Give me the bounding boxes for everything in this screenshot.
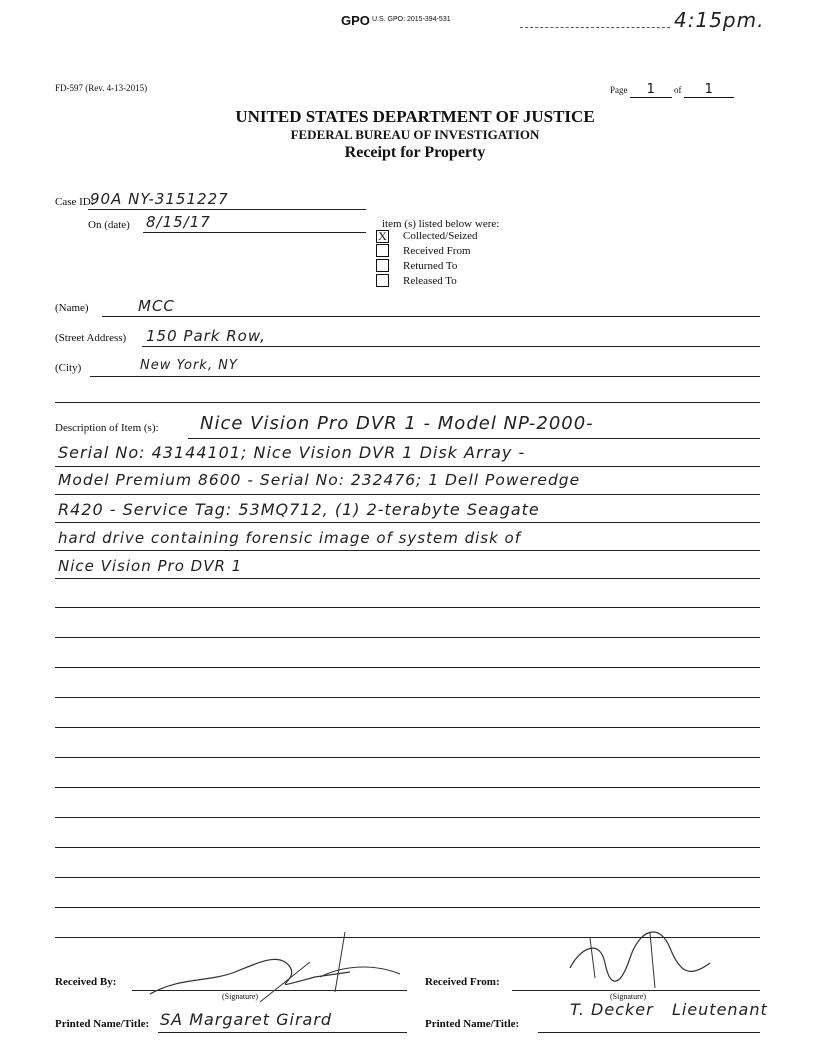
street-label: (Street Address)	[55, 332, 127, 344]
dept-title: UNITED STATES DEPARTMENT OF JUSTICE	[235, 107, 595, 126]
gpo-logo: GPO	[341, 13, 370, 28]
page-indicator	[610, 82, 734, 98]
ruled-line	[55, 637, 760, 638]
ruled-line	[55, 817, 760, 818]
ruled-line	[55, 607, 760, 608]
desc-text-2: Serial No: 43144101; Nice Vision DVR 1 Disk Array -	[58, 443, 526, 462]
signature-caption-2: (Signature)	[610, 992, 646, 1001]
desc-line-6	[55, 578, 760, 579]
checkbox-collected[interactable]: X	[376, 230, 389, 243]
desc-text-4: R420 - Service Tag: 53MQ712, (1) 2-terabyte Seagate	[58, 500, 540, 519]
checkbox-received[interactable]	[376, 244, 389, 257]
desc-line-1	[188, 438, 760, 439]
ruled-line	[55, 847, 760, 848]
received-from-label: Received From:	[425, 976, 500, 988]
desc-text-5: hard drive containing forensic image of system disk of	[58, 529, 522, 547]
ruled-line	[55, 727, 760, 728]
date-label: On (date)	[88, 219, 130, 231]
city-line	[90, 376, 760, 377]
received-from-signature	[560, 918, 720, 998]
checkbox-label-returned: Returned To	[403, 260, 458, 272]
items-status-header: item (s) listed below were:	[382, 218, 500, 230]
desc-line-4	[55, 522, 760, 523]
description-label: Description of Item (s):	[55, 422, 159, 434]
printed-name-line-2	[538, 1032, 760, 1033]
city-value: New York, NY	[140, 358, 238, 373]
desc-text-1: Nice Vision Pro DVR 1 - Model NP-2000-	[200, 413, 594, 434]
received-by-label: Received By:	[55, 976, 117, 988]
ruled-line	[55, 757, 760, 758]
checkbox-label-collected: Collected/Seized	[403, 230, 478, 242]
date-line	[143, 232, 366, 233]
received-by-signature	[140, 932, 410, 1012]
desc-text-6: Nice Vision Pro DVR 1	[58, 557, 243, 575]
form-number: FD-597 (Rev. 4-13-2015)	[55, 83, 148, 93]
desc-line-5	[55, 550, 760, 551]
name-label: (Name)	[55, 302, 89, 314]
checkbox-released[interactable]	[376, 274, 389, 287]
ruled-line	[55, 697, 760, 698]
printed-name-label-2: Printed Name/Title:	[425, 1018, 520, 1030]
date-value: 8/15/17	[146, 213, 211, 231]
desc-line-2	[55, 466, 760, 467]
checkbox-returned[interactable]	[376, 259, 389, 272]
checkbox-label-received: Received From	[403, 245, 471, 257]
ruled-line	[55, 877, 760, 878]
case-id-value: 90A NY-3151227	[90, 190, 229, 208]
city-label: (City)	[55, 362, 82, 374]
desc-text-3: Model Premium 8600 - Serial No: 232476; 1 Dell Poweredge	[58, 471, 581, 489]
case-id-line	[88, 209, 366, 210]
receipt-title: Receipt for Property	[344, 144, 486, 161]
name-value: MCC	[138, 297, 175, 315]
printed-name-line-1	[158, 1032, 407, 1033]
gpo-imprint: U.S. GPO: 2015-394-531	[372, 16, 451, 23]
street-value: 150 Park Row,	[146, 327, 266, 345]
checkbox-label-released: Released To	[403, 275, 457, 287]
bureau-title: FEDERAL BUREAU OF INVESTIGATION	[290, 127, 540, 142]
ruled-line	[55, 667, 760, 668]
ruled-line	[55, 787, 760, 788]
printed-name-label-1: Printed Name/Title:	[55, 1018, 150, 1030]
desc-line-3	[55, 494, 760, 495]
page-number: 1	[630, 82, 672, 98]
name-line	[102, 316, 760, 317]
printed-name-value-1: SA Margaret Girard	[160, 1010, 333, 1029]
blank-line	[55, 402, 760, 403]
of-label: of	[674, 85, 682, 95]
street-line	[142, 346, 760, 347]
time-note: 4:15pm.	[674, 8, 765, 32]
page-total: 1	[684, 82, 734, 98]
signature-caption-1: (Signature)	[222, 992, 258, 1001]
case-id-label: Case ID:	[55, 196, 94, 208]
printed-name-value-2: T. Decker Lieutenant	[570, 1000, 768, 1019]
top-dash-line	[520, 27, 670, 28]
page-label: Page	[610, 85, 628, 95]
ruled-line	[55, 907, 760, 908]
